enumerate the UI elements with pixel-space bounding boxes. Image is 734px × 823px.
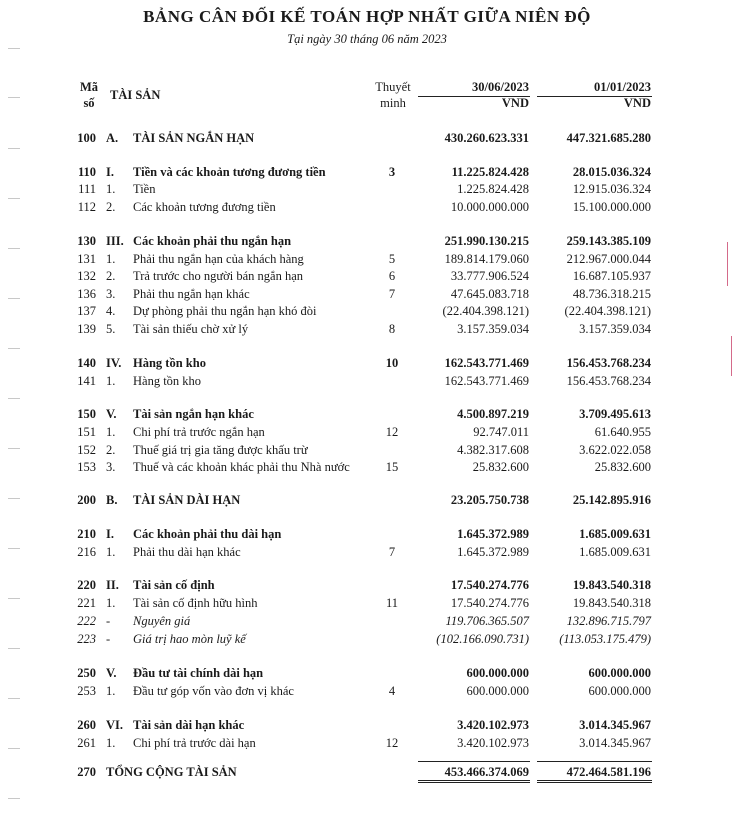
header-note-line1: Thuyết [375,80,411,94]
row-value-01-01-2023: (113.053.175.479) [559,632,651,646]
row-label: Phải thu ngắn hạn của khách hàng [133,252,304,266]
row-code: 152 [77,443,96,457]
row-label: Chi phí trả trước dài hạn [133,736,256,750]
table-row [0,594,734,612]
margin-mark [8,398,20,399]
total-rule-col2-bottom [537,780,652,781]
row-label: Trả trước cho người bán ngắn hạn [133,269,304,283]
row-label: Tiền và các khoản tương đương tiền [133,165,326,179]
row-value-30-06-2023: 600.000.000 [466,684,529,698]
total-rule-col2-top [537,761,652,762]
margin-mark [8,48,20,49]
row-index: 1. [106,596,116,610]
row-value-30-06-2023: 600.000.000 [466,666,529,680]
row-value-01-01-2023: 600.000.000 [588,666,651,680]
row-note: 5 [388,252,396,266]
table-row [0,576,734,594]
header-col2-unit: VND [623,96,651,110]
header-code-line2: số [83,96,95,110]
row-code: 270 [77,765,96,779]
table-row [0,267,734,285]
row-label: Tài sản thiếu chờ xử lý [133,322,249,336]
row-index: - [106,614,111,628]
row-index: 1. [106,736,116,750]
row-note: 3 [388,165,396,179]
table-row [0,320,734,338]
table-row [0,630,734,648]
row-note: 12 [385,425,399,439]
margin-mark [8,798,20,799]
row-value-30-06-2023: 4.500.897.219 [457,407,529,421]
row-value-01-01-2023: 15.100.000.000 [572,200,651,214]
row-value-01-01-2023: 25.832.600 [594,460,651,474]
row-label: Phải thu dài hạn khác [133,545,241,559]
row-label: TÀI SẢN NGẮN HẠN [133,131,255,145]
margin-mark [8,148,20,149]
row-index: - [106,632,111,646]
row-value-30-06-2023: 17.540.274.776 [450,596,529,610]
row-value-30-06-2023: 10.000.000.000 [450,200,529,214]
row-code: 112 [77,200,96,214]
table-row [0,458,734,476]
row-index: III. [106,234,124,248]
row-index: I. [106,527,114,541]
row-note: 7 [388,545,396,559]
table-row [0,734,734,752]
report-date: Tại ngày 30 tháng 06 năm 2023 [287,32,447,46]
row-value-30-06-2023: 430.260.623.331 [444,131,529,145]
row-value-30-06-2023: (22.404.398.121) [442,304,529,318]
row-code: 139 [77,322,96,336]
table-row [0,716,734,734]
row-value-01-01-2023: 16.687.105.937 [572,269,651,283]
row-value-30-06-2023: 3.157.359.034 [457,322,529,336]
row-label: Các khoản phải thu dài hạn [133,527,282,541]
row-value-30-06-2023: 4.382.317.608 [457,443,529,457]
row-index: B. [106,493,118,507]
row-label: Tài sản cố định hữu hình [133,596,258,610]
row-label: Tài sản dài hạn khác [133,718,245,732]
header-col1-date: 30/06/2023 [472,80,529,94]
header-code-line1: Mã [79,80,99,94]
row-value-30-06-2023: 251.990.130.215 [444,234,529,248]
row-code: 260 [77,718,96,732]
row-note: 15 [385,460,399,474]
row-value-01-01-2023: 259.143.385.109 [566,234,651,248]
row-label: Giá trị hao mòn luỹ kế [133,632,246,646]
row-value-01-01-2023: 28.015.036.324 [572,165,651,179]
row-value-30-06-2023: 162.543.771.469 [444,356,529,370]
row-code: 132 [77,269,96,283]
table-row [0,198,734,216]
row-value-01-01-2023: 12.915.036.324 [572,182,651,196]
table-row [0,180,734,198]
row-value-01-01-2023: 156.453.768.234 [566,374,651,388]
header-assets: TÀI SẢN [110,88,161,102]
row-note: 8 [388,322,396,336]
row-value-01-01-2023: 3.014.345.967 [579,718,651,732]
row-index: 2. [106,443,116,457]
row-index: A. [106,131,119,145]
row-label: Hàng tồn kho [133,374,202,388]
total-rule-col1-bottom2 [418,782,530,783]
row-index: 2. [106,269,116,283]
row-value-01-01-2023: 3.157.359.034 [579,322,651,336]
row-label: Đầu tư tài chính dài hạn [133,666,264,680]
row-code: 150 [77,407,96,421]
row-index: 5. [106,322,116,336]
row-index: VI. [106,718,124,732]
header-col2-date: 01/01/2023 [594,80,651,94]
row-value-30-06-2023: 1.645.372.989 [457,527,529,541]
row-value-01-01-2023: 447.321.685.280 [566,131,651,145]
table-row [0,302,734,320]
row-code: 250 [77,666,96,680]
row-value-30-06-2023: 3.420.102.973 [457,718,529,732]
row-index: 1. [106,545,116,559]
row-value-01-01-2023: 3.014.345.967 [579,736,651,750]
row-index: 2. [106,200,116,214]
total-rule-col1-top [418,761,530,762]
table-row [0,354,734,372]
row-code: 261 [77,736,96,750]
row-label: TÀI SẢN DÀI HẠN [133,493,241,507]
row-index: I. [106,165,114,179]
row-index: 4. [106,304,116,318]
row-value-30-06-2023: 92.747.011 [473,425,529,439]
row-label: Các khoản tương đương tiền [133,200,276,214]
row-value-30-06-2023: 453.466.374.069 [444,765,529,779]
row-label: TỔNG CỘNG TÀI SẢN [106,765,237,779]
row-value-30-06-2023: 23.205.750.738 [450,493,529,507]
row-label: Nguyên giá [133,614,191,628]
margin-mark [8,648,20,649]
row-code: 223 [77,632,96,646]
row-value-30-06-2023: 25.832.600 [472,460,529,474]
margin-mark [8,348,20,349]
table-row [0,441,734,459]
row-index: 1. [106,182,116,196]
row-label: Hàng tồn kho [133,356,206,370]
table-row [0,763,734,781]
row-code: 200 [77,493,96,507]
table-row [0,372,734,390]
row-code: 140 [77,356,96,370]
row-index: II. [106,578,119,592]
row-value-30-06-2023: 189.814.179.060 [444,252,529,266]
row-index: 1. [106,374,116,388]
row-value-01-01-2023: 3.622.022.058 [579,443,651,457]
table-row [0,525,734,543]
header-col1-unit: VND [501,96,529,110]
row-value-01-01-2023: 25.142.895.916 [572,493,651,507]
table-row [0,232,734,250]
row-value-30-06-2023: 11.225.824.428 [451,165,529,179]
row-value-30-06-2023: 17.540.274.776 [450,578,529,592]
total-rule-col2-bottom2 [537,782,652,783]
row-index: 3. [106,287,116,301]
row-value-01-01-2023: 472.464.581.196 [566,765,651,779]
row-value-01-01-2023: 600.000.000 [588,684,651,698]
row-label: Đầu tư góp vốn vào đơn vị khác [133,684,294,698]
row-code: 100 [77,131,96,145]
total-rule-col1-bottom [418,780,530,781]
row-note: 11 [385,596,399,610]
table-row [0,405,734,423]
table-row [0,491,734,509]
row-code: 137 [77,304,96,318]
row-value-30-06-2023: 119.706.365.507 [445,614,529,628]
row-code: 151 [77,425,96,439]
row-note: 10 [385,356,399,370]
row-value-30-06-2023: 33.777.906.524 [450,269,529,283]
row-label: Các khoản phải thu ngắn hạn [133,234,292,248]
header-note-line2: minh [380,96,406,110]
row-index: 1. [106,425,116,439]
row-value-01-01-2023: 19.843.540.318 [572,596,651,610]
row-code: 210 [77,527,96,541]
row-code: 130 [77,234,96,248]
row-note: 4 [388,684,396,698]
table-row [0,612,734,630]
row-code: 253 [77,684,96,698]
row-value-01-01-2023: 19.843.540.318 [572,578,651,592]
row-index: IV. [106,356,122,370]
row-label: Tài sản ngắn hạn khác [133,407,254,421]
row-index: 3. [106,460,116,474]
table-row [0,423,734,441]
row-value-30-06-2023: 47.645.083.718 [450,287,529,301]
table-row [0,250,734,268]
row-code: 110 [77,165,96,179]
row-label: Tiền [133,182,156,196]
table-row [0,682,734,700]
row-code: 153 [77,460,96,474]
row-value-01-01-2023: 61.640.955 [594,425,651,439]
row-note: 6 [388,269,396,283]
table-row [0,543,734,561]
row-value-01-01-2023: 48.736.318.215 [572,287,651,301]
row-label: Chi phí trả trước ngắn hạn [133,425,265,439]
row-value-01-01-2023: (22.404.398.121) [564,304,651,318]
row-code: 221 [77,596,96,610]
row-code: 141 [77,374,96,388]
row-value-01-01-2023: 3.709.495.613 [579,407,651,421]
row-code: 216 [77,545,96,559]
table-row [0,664,734,682]
row-value-30-06-2023: 1.225.824.428 [457,182,529,196]
row-label: Tài sản cố định [133,578,215,592]
row-value-01-01-2023: 212.967.000.044 [566,252,651,266]
row-index: 1. [106,684,116,698]
row-value-30-06-2023: 162.543.771.469 [444,374,529,388]
row-index: 1. [106,252,116,266]
row-index: V. [106,407,117,421]
report-title: BẢNG CÂN ĐỐI KẾ TOÁN HỢP NHẤT GIỮA NIÊN ĐỘ [143,7,591,26]
row-note: 12 [385,736,399,750]
row-code: 111 [78,182,96,196]
table-row [0,285,734,303]
row-value-30-06-2023: 1.645.372.989 [457,545,529,559]
row-note: 7 [388,287,396,301]
row-label: Thuế và các khoản khác phải thu Nhà nước [133,460,350,474]
row-value-01-01-2023: 1.685.009.631 [579,545,651,559]
row-label: Dự phòng phải thu ngắn hạn khó đòi [133,304,317,318]
row-code: 220 [77,578,96,592]
row-value-01-01-2023: 156.453.768.234 [566,356,651,370]
row-value-30-06-2023: 3.420.102.973 [457,736,529,750]
row-value-01-01-2023: 132.896.715.797 [566,614,651,628]
margin-mark [8,97,20,98]
row-label: Phải thu ngắn hạn khác [133,287,250,301]
row-code: 131 [77,252,96,266]
row-code: 222 [77,614,96,628]
row-label: Thuế giá trị gia tăng được khấu trừ [133,443,308,457]
table-row [0,163,734,181]
table-row [0,129,734,147]
row-value-30-06-2023: (102.166.090.731) [436,632,529,646]
row-code: 136 [77,287,96,301]
row-index: V. [106,666,117,680]
row-value-01-01-2023: 1.685.009.631 [579,527,651,541]
